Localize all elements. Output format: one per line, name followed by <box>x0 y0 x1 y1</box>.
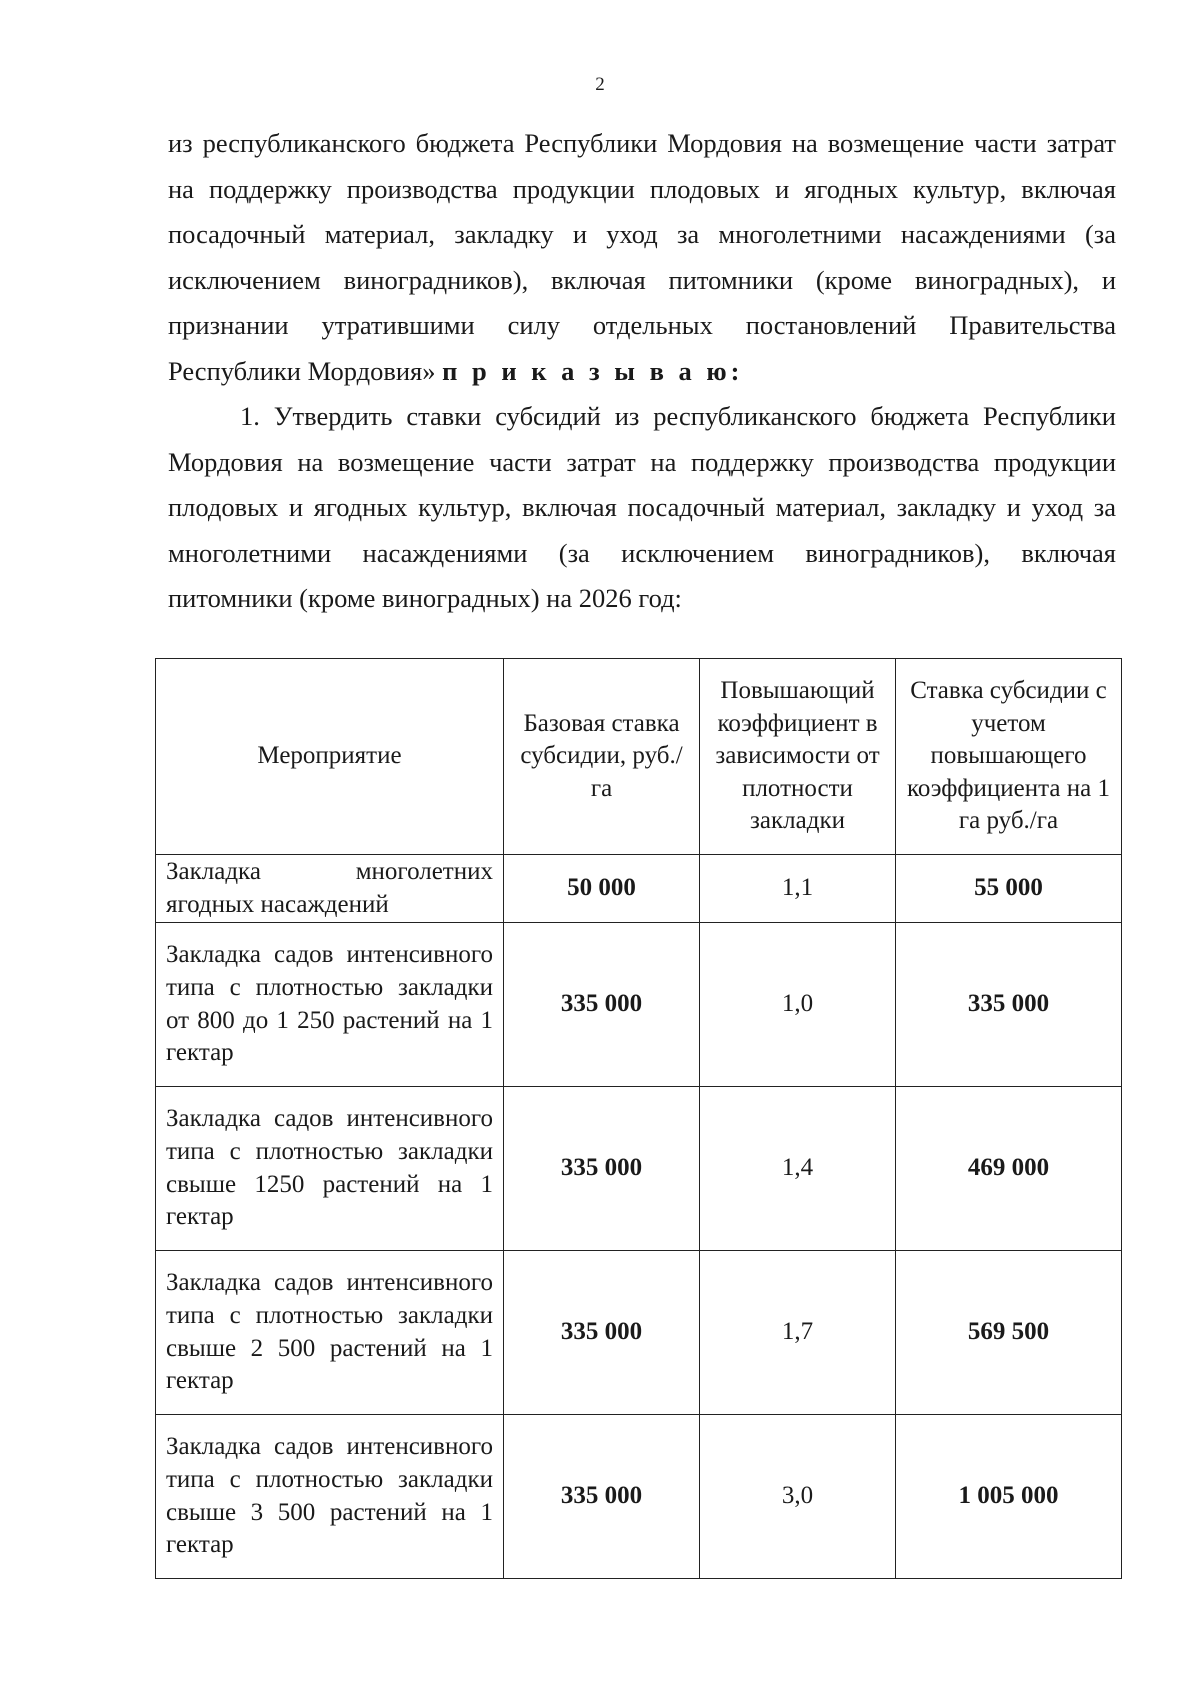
cell-base-rate: 335 000 <box>504 1251 700 1415</box>
cell-activity: Закладка садов интенсивного типа с плотностью закладки свыше 1250 растений на 1 гектар <box>156 1087 504 1251</box>
item-1-paragraph: 1. Утвердить ставки субсидий из республиканского бюджета Республики Мордовия на возмещение части затрат на поддержку производства продукции плодовых и ягодных культур, включая посадочный материал, закладку и уход за многолетними насаждениями (за исключением виноградников), включая питомники (кроме виноградных) на 2026 год: <box>168 401 1116 613</box>
cell-base-rate: 335 000 <box>504 1087 700 1251</box>
cell-base-rate: 335 000 <box>504 1415 700 1579</box>
cell-total-rate: 335 000 <box>896 923 1122 1087</box>
cell-total-rate: 569 500 <box>896 1251 1122 1415</box>
header-coefficient: Повышающий коэффициент в зависимости от плотности закладки <box>700 659 896 855</box>
document-body <box>168 121 1116 622</box>
cell-coefficient: 1,7 <box>700 1251 896 1415</box>
cell-activity: Закладка садов интенсивного типа с плотностью закладки свыше 2 500 растений на 1 гектар <box>156 1251 504 1415</box>
order-word: п р и к а з ы в а ю: <box>442 355 744 386</box>
table-row <box>156 1087 1122 1251</box>
page-number: 2 <box>595 74 605 95</box>
cell-total-rate: 469 000 <box>896 1087 1122 1251</box>
cell-activity: Закладка многолетних ягодных насаждений <box>156 855 504 923</box>
cell-base-rate: 50 000 <box>504 855 700 923</box>
table-header-row <box>156 659 1122 855</box>
cell-coefficient: 1,0 <box>700 923 896 1087</box>
cell-coefficient: 1,4 <box>700 1087 896 1251</box>
cell-total-rate: 1 005 000 <box>896 1415 1122 1579</box>
table-row <box>156 1251 1122 1415</box>
table-row <box>156 1415 1122 1579</box>
cell-activity: Закладка садов интенсивного типа с плотностью закладки от 800 до 1 250 растений на 1 гектар <box>156 923 504 1087</box>
cell-activity: Закладка садов интенсивного типа с плотностью закладки свыше 3 500 растений на 1 гектар <box>156 1415 504 1579</box>
header-base-rate: Базовая ставка субсидии, руб./га <box>504 659 700 855</box>
cell-coefficient: 1,1 <box>700 855 896 923</box>
cell-total-rate: 55 000 <box>896 855 1122 923</box>
table-row <box>156 855 1122 923</box>
table-row <box>156 923 1122 1087</box>
intro-paragraph <box>168 121 1116 394</box>
intro-text: из республиканского бюджета Республики Мордовия на возмещение части затрат на поддержку производства продукции плодовых и ягодных культур, включая посадочный материал, закладку и уход за многолетними насаждениями (за исключением виноградников), включая питомники (кроме виноградных), и признании утратившими силу отдельных постановлений Правительства Республики Мордовия» <box>168 128 1116 386</box>
cell-coefficient: 3,0 <box>700 1415 896 1579</box>
header-total-rate: Ставка субсидии с учетом повышающего коэффициента на 1 га руб./га <box>896 659 1122 855</box>
subsidy-rates-table <box>155 658 1122 1579</box>
cell-base-rate: 335 000 <box>504 923 700 1087</box>
header-activity: Мероприятие <box>156 659 504 855</box>
